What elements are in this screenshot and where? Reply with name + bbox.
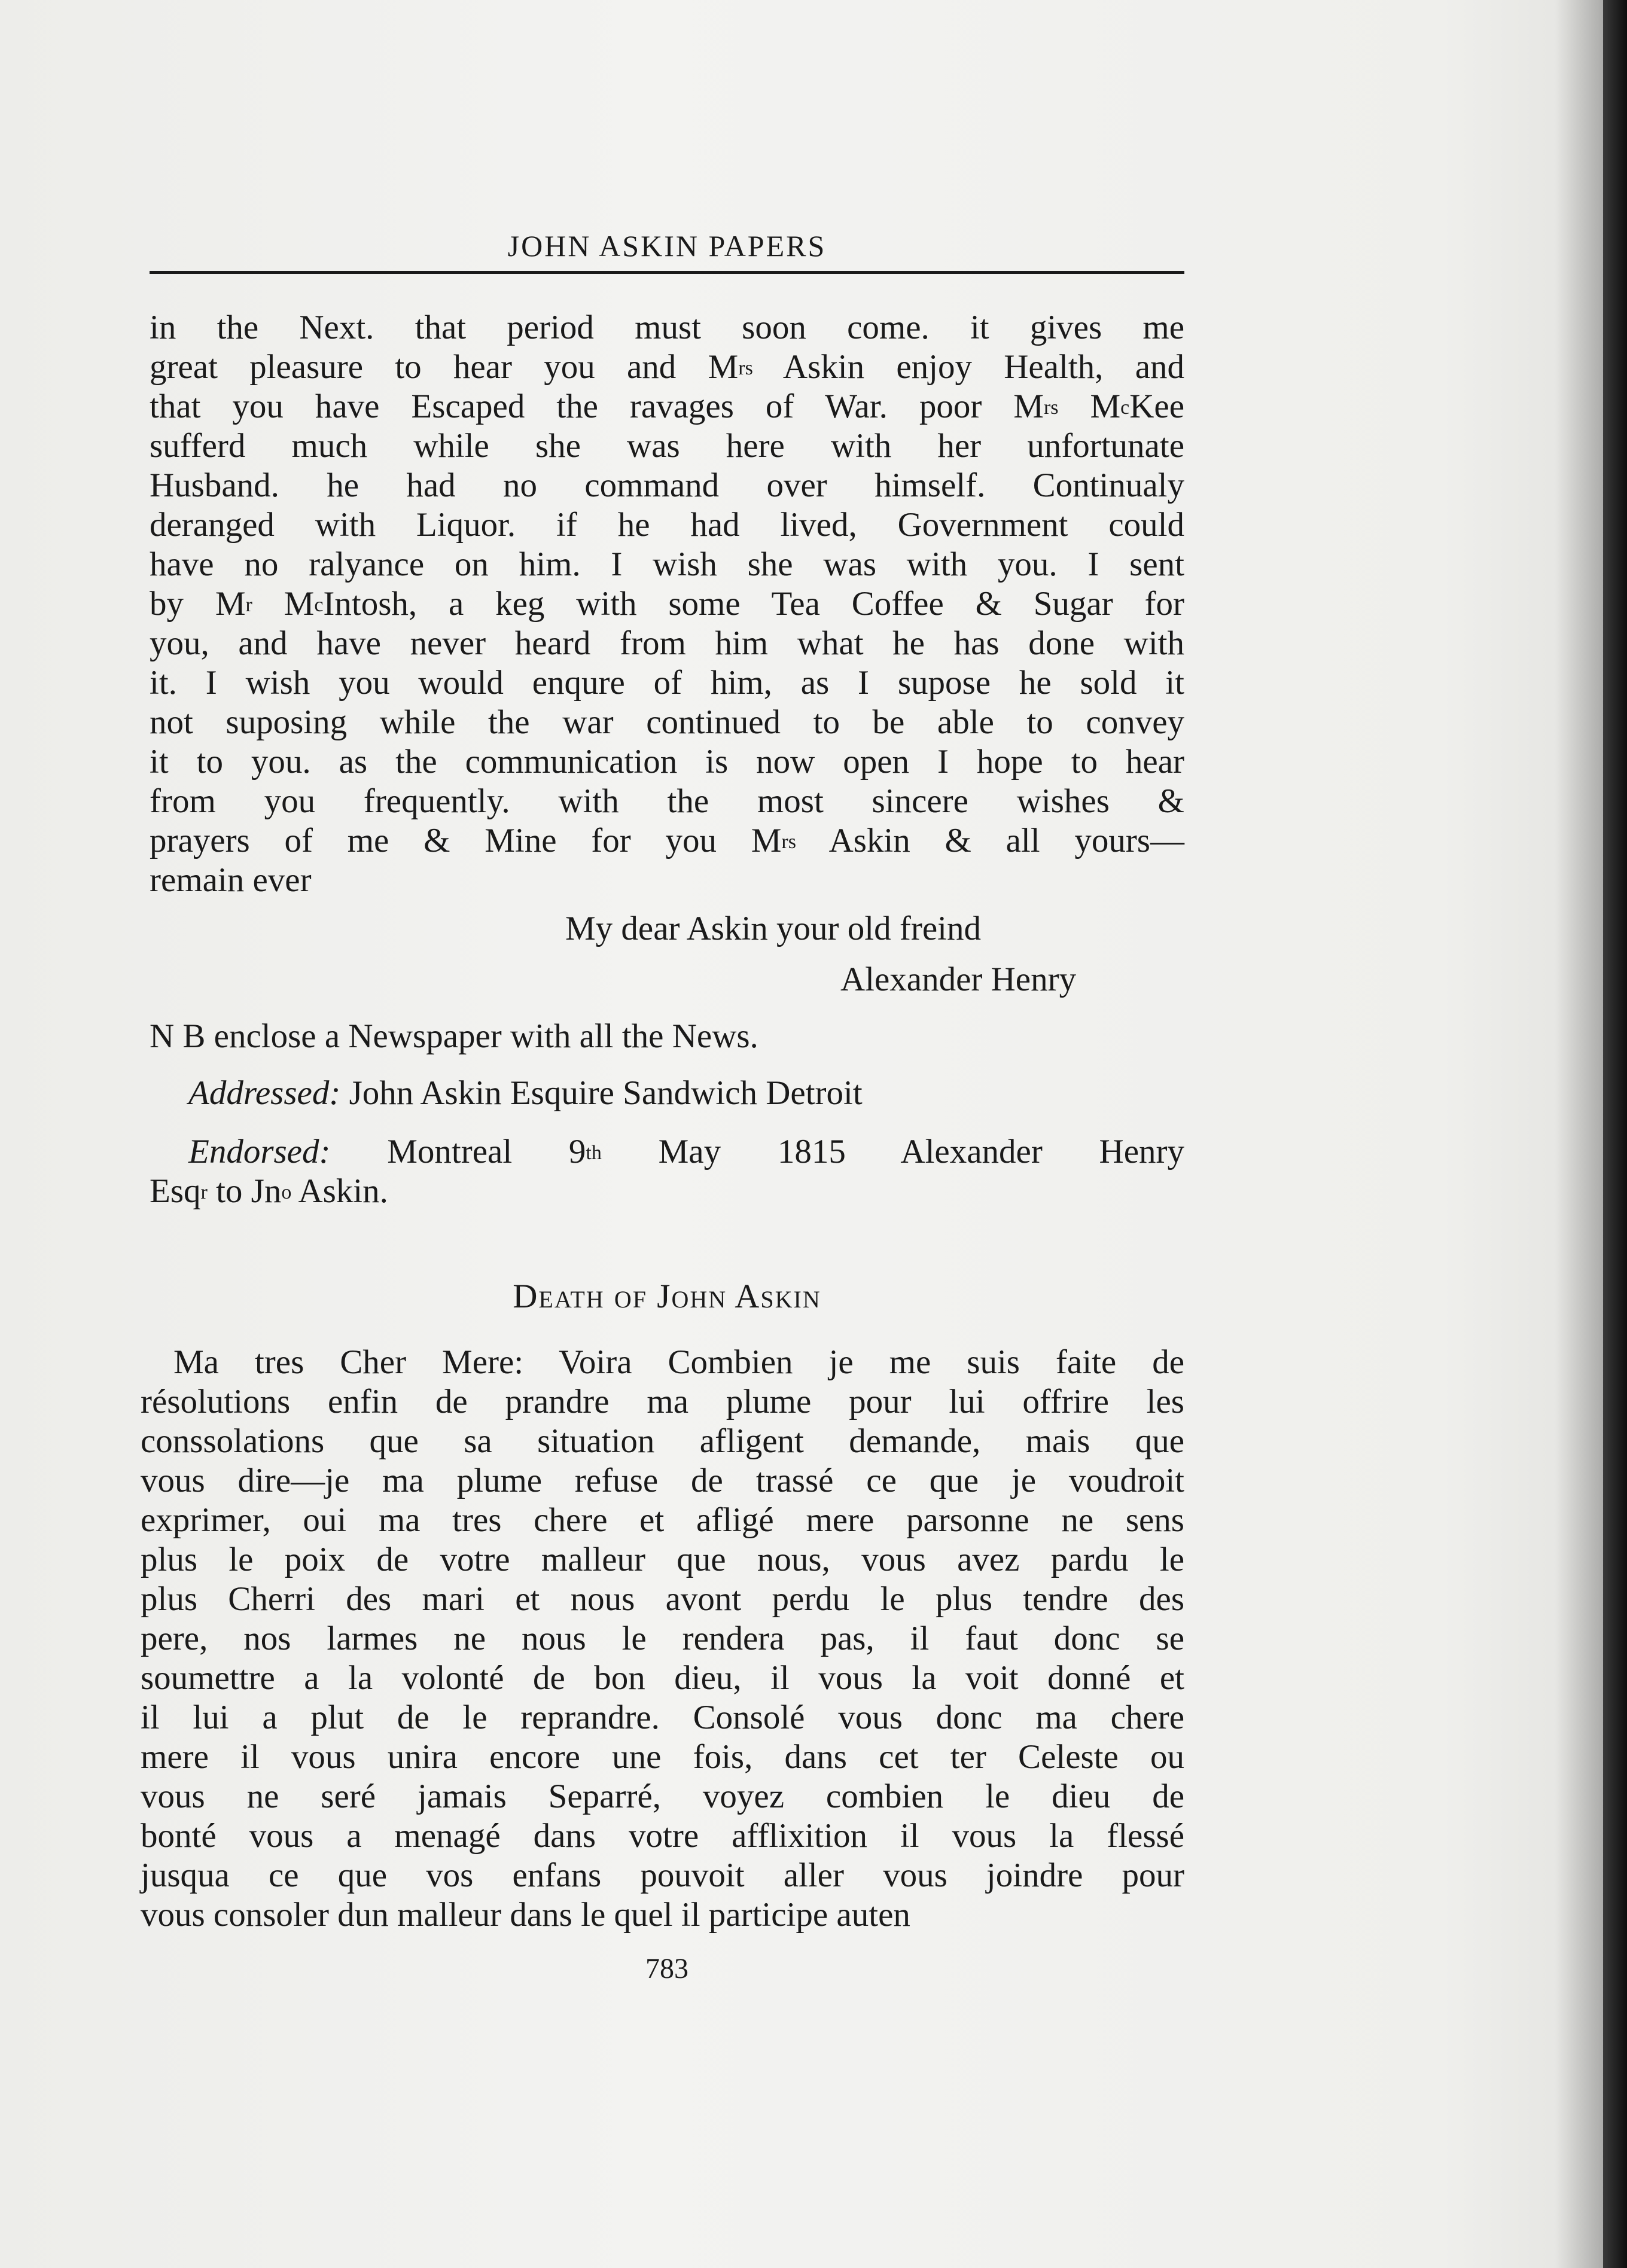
french-line: soumettre a la volonté de bon dieu, il vous la voit donné et [141,1659,1184,1697]
french-line: plus Cherri des mari et nous avont perdu le plus tendre des [141,1580,1184,1618]
letter-line: sufferd much while she was here with her unfortunate [150,427,1184,465]
letter-line: that you have Escaped the ravages of War. poor $M^{rs}$ $M^cKee$ [150,388,1185,425]
letter-line: in the Next. that period must soon come. it gives me [150,309,1184,346]
letter-signature: Alexander Henry [840,961,1077,998]
postscript: N B enclose a Newspaper with all the News. [150,1017,758,1055]
letter-line: by $M^r$ $M^cIntosh$, a keg with some Tea Coffee & Sugar for [150,585,1184,623]
section-heading: Death of John Askin [513,1278,821,1315]
french-line: vous ne seré jamais Separré, voyez combien le dieu de [141,1778,1184,1815]
letter-closing: My dear Askin your old freind [565,910,981,947]
page-number: 783 [645,1953,688,1984]
french-line: il lui a plut de le reprandre. Consolé vous donc ma chere [141,1699,1184,1736]
french-letter-body [141,1343,1184,1935]
letter-line: great pleasure to hear you and $M^{rs}$ Askin enjoy Health, and [150,348,1184,386]
addressed-label: Addressed: [188,1074,341,1112]
french-line: plus le poix de votre malleur que nous, vous avez pardu le [141,1541,1184,1578]
letter-line: you, and have never heard from him what he has done with [150,624,1184,662]
letter-line: prayers of me & Mine for you $M^{rs}$ Askin & all yours— [150,822,1184,859]
french-line: conssolations que sa situation afligent demande, mais que [141,1422,1184,1460]
addressed-text: John Askin Esquire Sandwich Detroit [349,1074,863,1112]
header-rule [150,271,1184,274]
french-line: mere il vous unira encore une fois, dans cet ter Celeste ou [141,1738,1184,1776]
french-line: exprimer, oui ma tres chere et afligé mere parsonne ne sens [141,1501,1184,1539]
addressed-line [188,1074,863,1112]
endorsed-text: Montreal 9th May 1815 Alexander Henry [387,1133,1184,1170]
letter-body [150,308,1184,900]
french-line: bonté vous a menagé dans votre afflixition il vous la flessé [141,1817,1184,1855]
letter-line: deranged with Liquor. if he had lived, Government could [150,506,1184,544]
french-line: pere, nos larmes ne nous le rendera pas, il faut donc se [141,1620,1184,1657]
french-line: résolutions enfin de prandre ma plume pour lui offrire les [141,1383,1184,1420]
endorsed-line-2: Esq$^r$ to Jn$^o$ Askin. [150,1172,388,1210]
letter-line: it to you. as the communication is now open I hope to hear [150,743,1184,781]
french-line: vous consoler dun malleur dans le quel il participe auten [141,1896,910,1934]
scan-shadow [1555,0,1603,2268]
endorsed-line-1 [150,1132,1184,1172]
scan-edge [1603,0,1627,2268]
endorsed-block [150,1132,1184,1211]
french-line: jusqua ce que vos enfans pouvoit aller vous joindre pour [141,1857,1184,1894]
letter-line: remain ever [150,861,312,899]
french-line: Ma tres Cher Mere: Voira Combien je me suis faite de [173,1343,1184,1381]
letter-line: from you frequently. with the most sincere wishes & [150,782,1184,820]
letter-line: not suposing while the war continued to be able to convey [150,703,1184,741]
french-line: vous dire—je ma plume refuse de trassé ce que je voudroit [141,1462,1184,1499]
running-head: JOHN ASKIN PAPERS [507,229,827,263]
letter-line: it. I wish you would enqure of him, as I supose he sold it [150,664,1184,702]
endorsed-label: Endorsed: [188,1133,331,1170]
letter-line: have no ralyance on him. I wish she was with you. I sent [150,545,1184,583]
letter-line: Husband. he had no command over himself. Continualy [150,467,1184,504]
